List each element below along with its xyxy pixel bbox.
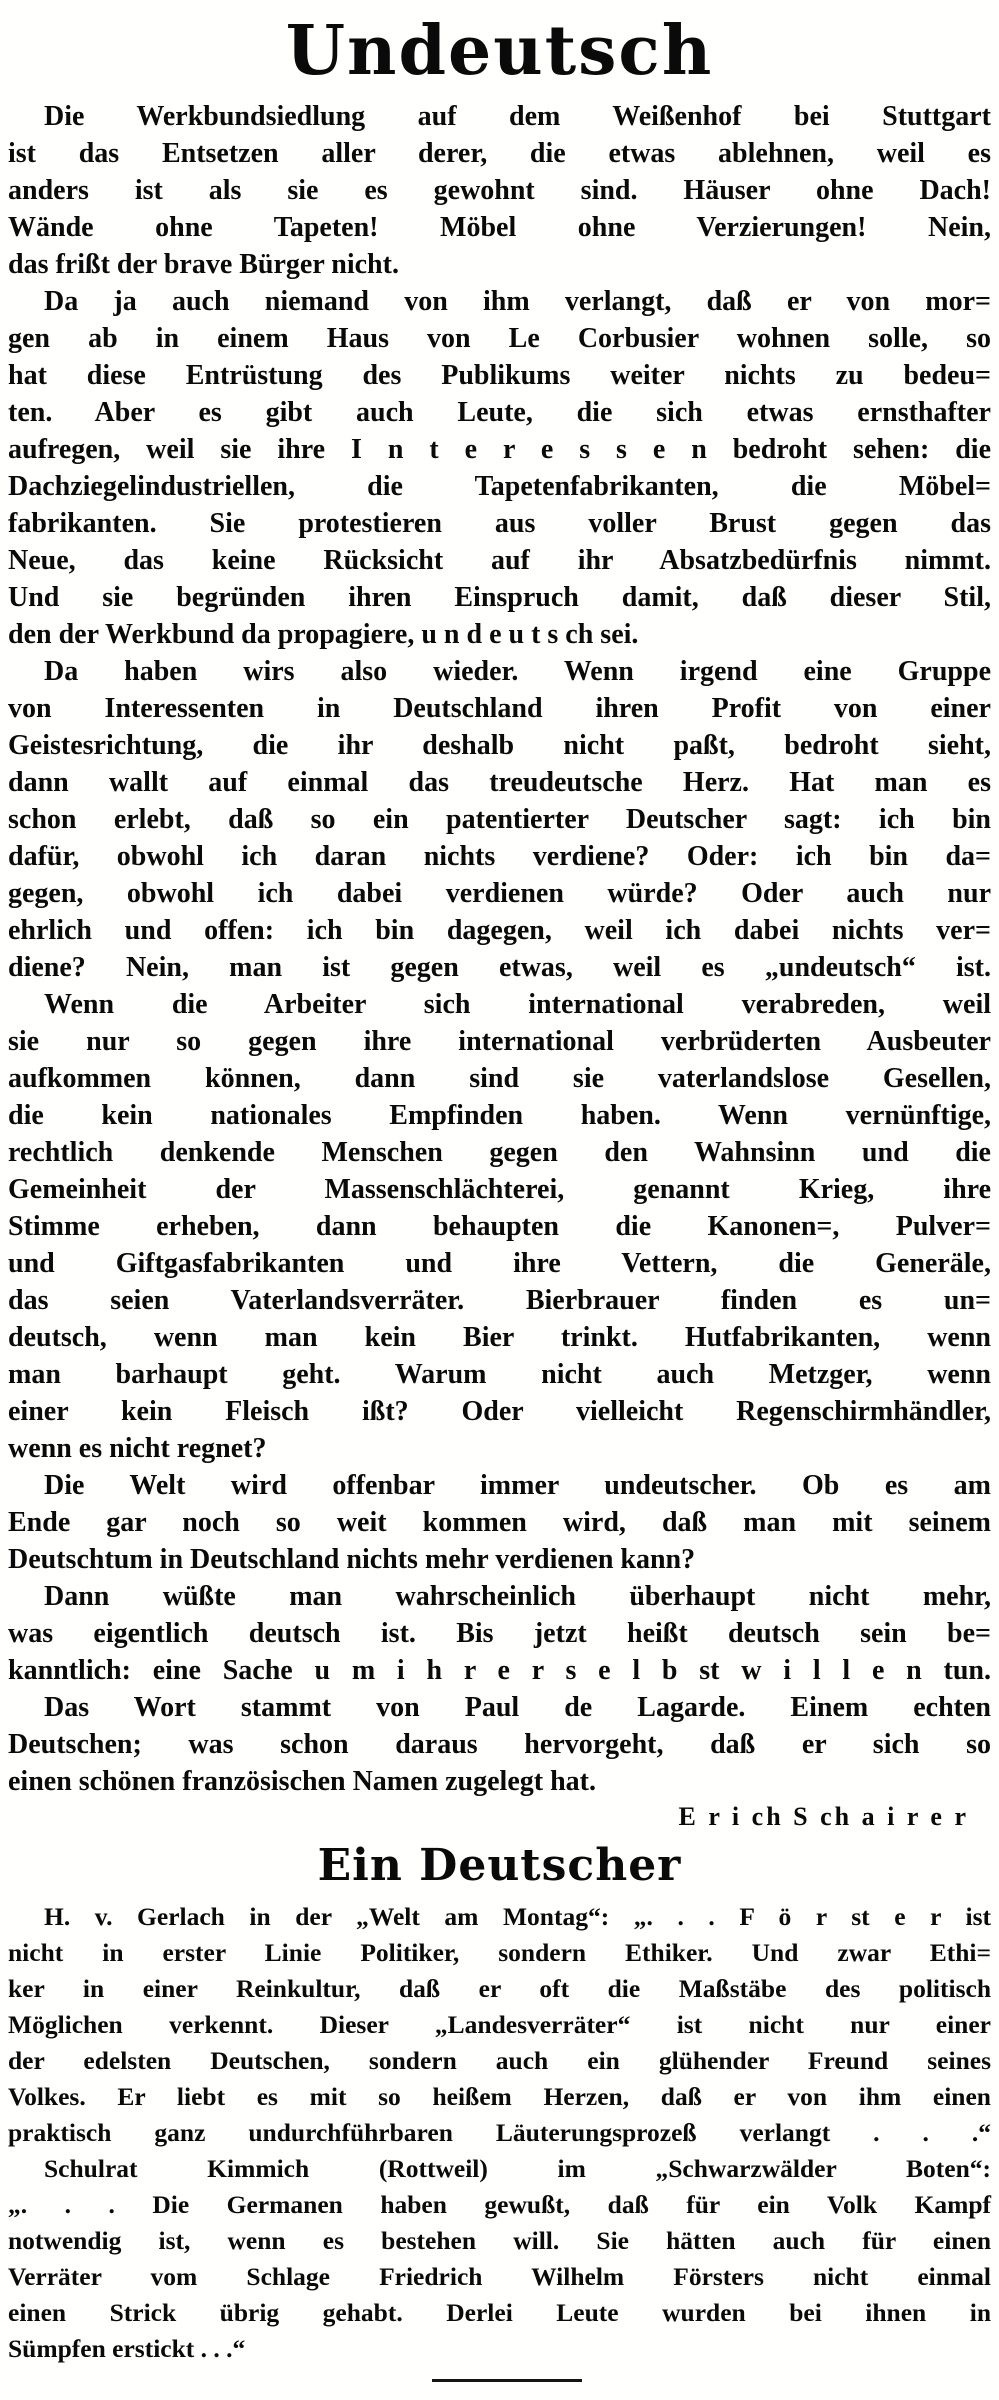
text-line: Sümpfen erstickt . . .“: [8, 2334, 246, 2363]
text-line: Wenn die Arbeiter sich international verabreden, weil: [44, 989, 991, 1020]
text-line: einen Strick übrig gehabt. Derlei Leute wurden bei ihnen in: [8, 2298, 991, 2327]
text-line: man barhaupt geht. Warum nicht auch Metzger, wenn: [8, 1359, 991, 1390]
text-line: Und sie begründen ihren Einspruch damit, daß dieser Stil,: [8, 582, 991, 613]
text-line: Neue, das keine Rücksicht auf ihr Absatzbedürfnis nimmt.: [8, 545, 991, 576]
text-line: Volkes. Er liebt es mit so heißem Herzen, daß er von ihm einen: [8, 2082, 991, 2111]
text-line: „. . . Die Germanen haben gewußt, daß für ein Volk Kampf: [8, 2190, 991, 2219]
text-line: wenn es nicht regnet?: [8, 1433, 267, 1464]
article-signature: E r i ch S ch a i r e r: [678, 1802, 969, 1831]
text-line: H. v. Gerlach in der „Welt am Montag“: „. . . F ö r st e r ist: [44, 1902, 991, 1931]
text-line: Die Welt wird offenbar immer undeutscher. Ob es am: [44, 1470, 991, 1501]
text-line: dann wallt auf einmal das treudeutsche Herz. Hat man es: [8, 767, 991, 798]
text-line: Stimme erheben, dann behaupten die Kanonen=, Pulver=: [8, 1211, 991, 1242]
text-line: das seien Vaterlandsverräter. Bierbrauer finden es un=: [8, 1285, 991, 1316]
text-line: praktisch ganz undurchführbaren Läuterungsprozeß verlangt . . .“: [8, 2118, 991, 2147]
text-line: ten. Aber es gibt auch Leute, die sich etwas ernsthafter: [8, 397, 991, 428]
text-line: Da haben wirs also wieder. Wenn irgend eine Gruppe: [44, 656, 991, 687]
text-line: Geistesrichtung, die ihr deshalb nicht paßt, bedroht sieht,: [8, 730, 991, 761]
article-body-ein-deutscher: [8, 1899, 991, 2367]
text-line: Da ja auch niemand von ihm verlangt, daß er von mor=: [44, 286, 991, 317]
text-line: was eigentlich deutsch ist. Bis jetzt heißt deutsch sein be=: [8, 1618, 991, 1649]
text-line: einer kein Fleisch ißt? Oder vielleicht Regenschirmhändler,: [8, 1396, 991, 1427]
text-line: ehrlich und offen: ich bin dagegen, weil ich dabei nichts ver=: [8, 915, 991, 946]
text-line: Gemeinheit der Massenschlächterei, genannt Krieg, ihre: [8, 1174, 991, 1205]
article-title-undeutsch: Undeutsch: [285, 11, 714, 91]
text-line: notwendig ist, wenn es bestehen will. Sie hätten auch für einen: [8, 2226, 991, 2255]
text-line: sie nur so gegen ihre international verbrüderten Ausbeuter: [8, 1026, 991, 1057]
text-line: den der Werkbund da propagiere, u n d e u t s ch sei.: [8, 619, 639, 650]
text-line: Deutschen; was schon daraus hervorgeht, daß er sich so: [8, 1729, 991, 1760]
text-line: hat diese Entrüstung des Publikums weiter nichts zu bedeu=: [8, 360, 991, 391]
text-line: diene? Nein, man ist gegen etwas, weil es „undeutsch“ ist.: [8, 952, 991, 983]
text-line: schon erlebt, daß so ein patentierter Deutscher sagt: ich bin: [8, 804, 991, 835]
text-line: Wände ohne Tapeten! Möbel ohne Verzierungen! Nein,: [8, 212, 991, 243]
text-line: das frißt der brave Bürger nicht.: [8, 249, 399, 280]
text-line: anders ist als sie es gewohnt sind. Häuser ohne Dach!: [8, 175, 991, 206]
article-body-undeutsch: [8, 98, 991, 1800]
text-line: kanntlich: eine Sache u m i h r e r s e l b st w i l l e n tun.: [8, 1655, 991, 1686]
article-title-ein-deutscher: Ein Deutscher: [317, 1840, 682, 1891]
text-line: die kein nationales Empfinden haben. Wenn vernünftige,: [8, 1100, 991, 1131]
text-line: Die Werkbundsiedlung auf dem Weißenhof bei Stuttgart: [44, 101, 991, 132]
text-line: fabrikanten. Sie protestieren aus voller Brust gegen das: [8, 508, 991, 539]
text-line: Verräter vom Schlage Friedrich Wilhelm Försters nicht einmal: [8, 2262, 991, 2291]
text-line: gen ab in einem Haus von Le Corbusier wohnen solle, so: [8, 323, 991, 354]
text-line: nicht in erster Linie Politiker, sondern Ethiker. Und zwar Ethi=: [8, 1938, 991, 1967]
text-line: Dachziegelindustriellen, die Tapetenfabrikanten, die Möbel=: [8, 471, 991, 502]
text-line: Ende gar noch so weit kommen wird, daß man mit seinem: [8, 1507, 991, 1538]
text-line: Deutschtum in Deutschland nichts mehr verdienen kann?: [8, 1544, 696, 1575]
text-line: Das Wort stammt von Paul de Lagarde. Einem echten: [44, 1692, 991, 1723]
text-line: und Giftgasfabrikanten und ihre Vettern, die Generäle,: [8, 1248, 991, 1279]
text-line: dafür, obwohl ich daran nichts verdiene? Oder: ich bin da=: [8, 841, 991, 872]
text-line: deutsch, wenn man kein Bier trinkt. Hutfabrikanten, wenn: [8, 1322, 991, 1353]
text-line: von Interessenten in Deutschland ihren Profit von einer: [8, 693, 991, 724]
text-line: gegen, obwohl ich dabei verdienen würde? Oder auch nur: [8, 878, 991, 909]
text-line: aufkommen können, dann sind sie vaterlandslose Gesellen,: [8, 1063, 991, 1094]
text-line: ist das Entsetzen aller derer, die etwas ablehnen, weil es: [8, 138, 991, 169]
text-line: Schulrat Kimmich (Rottweil) im „Schwarzwälder Boten“:: [44, 2154, 991, 2183]
text-line: der edelsten Deutschen, sondern auch ein glühender Freund seines: [8, 2046, 991, 2075]
text-line: ker in einer Reinkultur, daß er oft die Maßstäbe des politisch: [8, 1974, 991, 2003]
section-divider: [432, 2379, 582, 2382]
text-line: aufregen, weil sie ihre I n t e r e s s e n bedroht sehen: die: [8, 434, 991, 465]
text-line: einen schönen französischen Namen zugelegt hat.: [8, 1766, 596, 1797]
text-line: Möglichen verkennt. Dieser „Landesverräter“ ist nicht nur einer: [8, 2010, 991, 2039]
text-line: rechtlich denkende Menschen gegen den Wahnsinn und die: [8, 1137, 991, 1168]
text-line: Dann wüßte man wahrscheinlich überhaupt nicht mehr,: [44, 1581, 991, 1612]
